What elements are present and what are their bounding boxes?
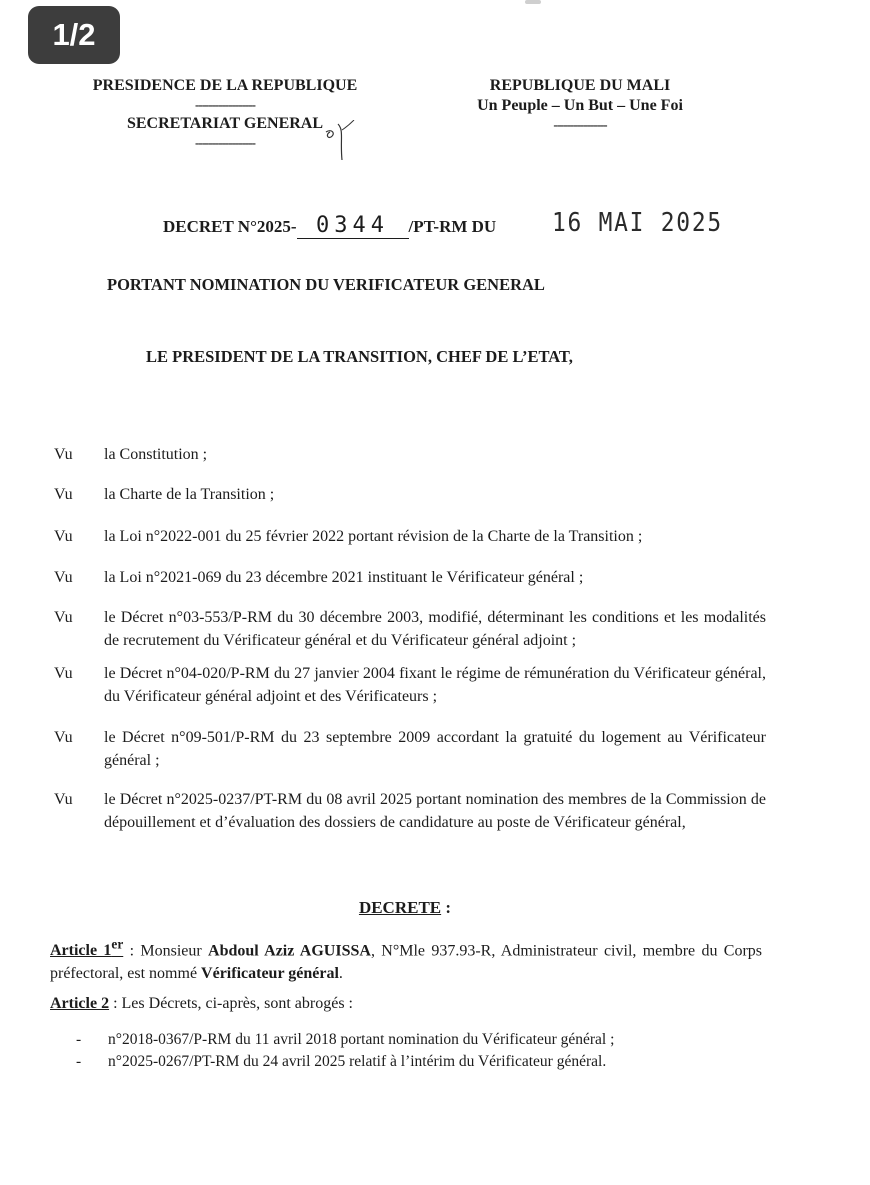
vu-item [54, 788, 766, 834]
article-1-text1: Monsieur [140, 942, 209, 960]
vu-text: la Constitution ; [104, 446, 208, 463]
article-1 [50, 933, 762, 985]
decrete-label: DECRETE [358, 898, 442, 917]
decree-date-stamp: 16 MAI 2025 [552, 208, 723, 238]
decree-number-stamp: 0344 [297, 214, 409, 239]
abrogated-decrees-list [76, 1029, 776, 1073]
article-1-sup: er [111, 937, 124, 952]
vu-text: le Décret n°04-020/P-RM du 27 janvier 2004 fixant le régime de rémunération du Vérificateur général, du Vérificateur général adjoint et des Vérificateurs ; [104, 665, 766, 705]
header-right-dashes: ---------------- [553, 117, 607, 132]
vu-item [54, 566, 766, 589]
header-left-line1: PRESIDENCE DE LA REPUBLIQUE [92, 77, 358, 94]
vu-item [54, 525, 766, 548]
decree-prefix: DECRET N°2025- [163, 217, 297, 236]
vu-item [54, 662, 766, 708]
appointee-name: Abdoul Aziz AGUISSA [208, 942, 371, 960]
article-1-colon: : [123, 942, 141, 960]
header-right-line1: REPUBLIQUE DU MALI [489, 77, 671, 94]
header-left-line2: SECRETARIAT GENERAL [126, 115, 324, 132]
vu-label: Vu [54, 665, 73, 682]
decree-title [163, 214, 496, 239]
list-dash: - [76, 1031, 82, 1048]
vu-text: la Loi n°2021-069 du 23 décembre 2021 instituant le Vérificateur général ; [104, 569, 584, 586]
decree-subject: PORTANT NOMINATION DU VERIFICATEUR GENERAL [107, 275, 545, 294]
handwritten-initial-mark [318, 120, 358, 164]
vu-item [54, 483, 766, 506]
abrogated-decree: n°2018-0367/P-RM du 11 avril 2018 portant nomination du Vérificateur général ; [108, 1031, 615, 1048]
vu-text: le Décret n°09-501/P-RM du 23 septembre 2009 accordant la gratuité du logement au Vérificateur général ; [104, 729, 766, 769]
list-dash: - [76, 1053, 82, 1070]
page-indicator-badge: 1/2 [28, 6, 120, 64]
vu-item [54, 443, 766, 466]
decrete-colon: : [441, 898, 452, 917]
vu-label: Vu [54, 729, 73, 746]
header-right [440, 76, 720, 134]
list-item [76, 1051, 776, 1073]
article-2-label: Article 2 [50, 995, 110, 1012]
article-1-label: Article 1er [50, 937, 124, 960]
vu-text: la Loi n°2022-001 du 25 février 2022 portant révision de la Charte de la Transition ; [104, 528, 643, 545]
header-left-dashes1: ------------------ [195, 97, 255, 112]
decrete-heading [0, 898, 810, 918]
scan-artifact [525, 0, 541, 4]
vu-label: Vu [54, 528, 73, 545]
header-right-motto: Un Peuple – Un But – Une Foi [477, 97, 683, 114]
vu-label: Vu [54, 486, 73, 503]
list-item [76, 1029, 776, 1051]
article-2-text: Les Décrets, ci-après, sont abrogés : [121, 995, 353, 1012]
vu-item [54, 726, 766, 772]
vu-label: Vu [54, 791, 73, 808]
header-left-dashes2: ------------------ [195, 135, 255, 150]
article-1-text3: . [338, 965, 343, 983]
vu-text: le Décret n°03-553/P-RM du 30 décembre 2003, modifié, déterminant les conditions et les modalités de recrutement du Vérificateur général et du Vérificateur général adjoint ; [104, 609, 766, 649]
vu-text: la Charte de la Transition ; [104, 486, 275, 503]
decree-suffix: /PT-RM DU [408, 217, 497, 236]
article-1-text2: , N°Mle 937.93-R, Administrateur civil, membre du Corps préfectoral, est nommé [50, 942, 763, 983]
article-2 [50, 992, 762, 1015]
appointed-role: Vérificateur général [201, 965, 339, 983]
vu-label: Vu [54, 609, 73, 626]
president-heading: LE PRESIDENT DE LA TRANSITION, CHEF DE L’ETAT, [146, 347, 573, 366]
abrogated-decree: n°2025-0267/PT-RM du 24 avril 2025 relatif à l’intérim du Vérificateur général. [108, 1053, 607, 1070]
vu-item [54, 606, 766, 652]
vu-label: Vu [54, 446, 73, 463]
article-2-colon: : [109, 995, 122, 1012]
vu-text: le Décret n°2025-0237/PT-RM du 08 avril 2025 portant nomination des membres de la Commission de dépouillement et d’évaluation des dossiers de candidature au poste de Vérificateur général, [104, 791, 766, 831]
vu-label: Vu [54, 569, 73, 586]
